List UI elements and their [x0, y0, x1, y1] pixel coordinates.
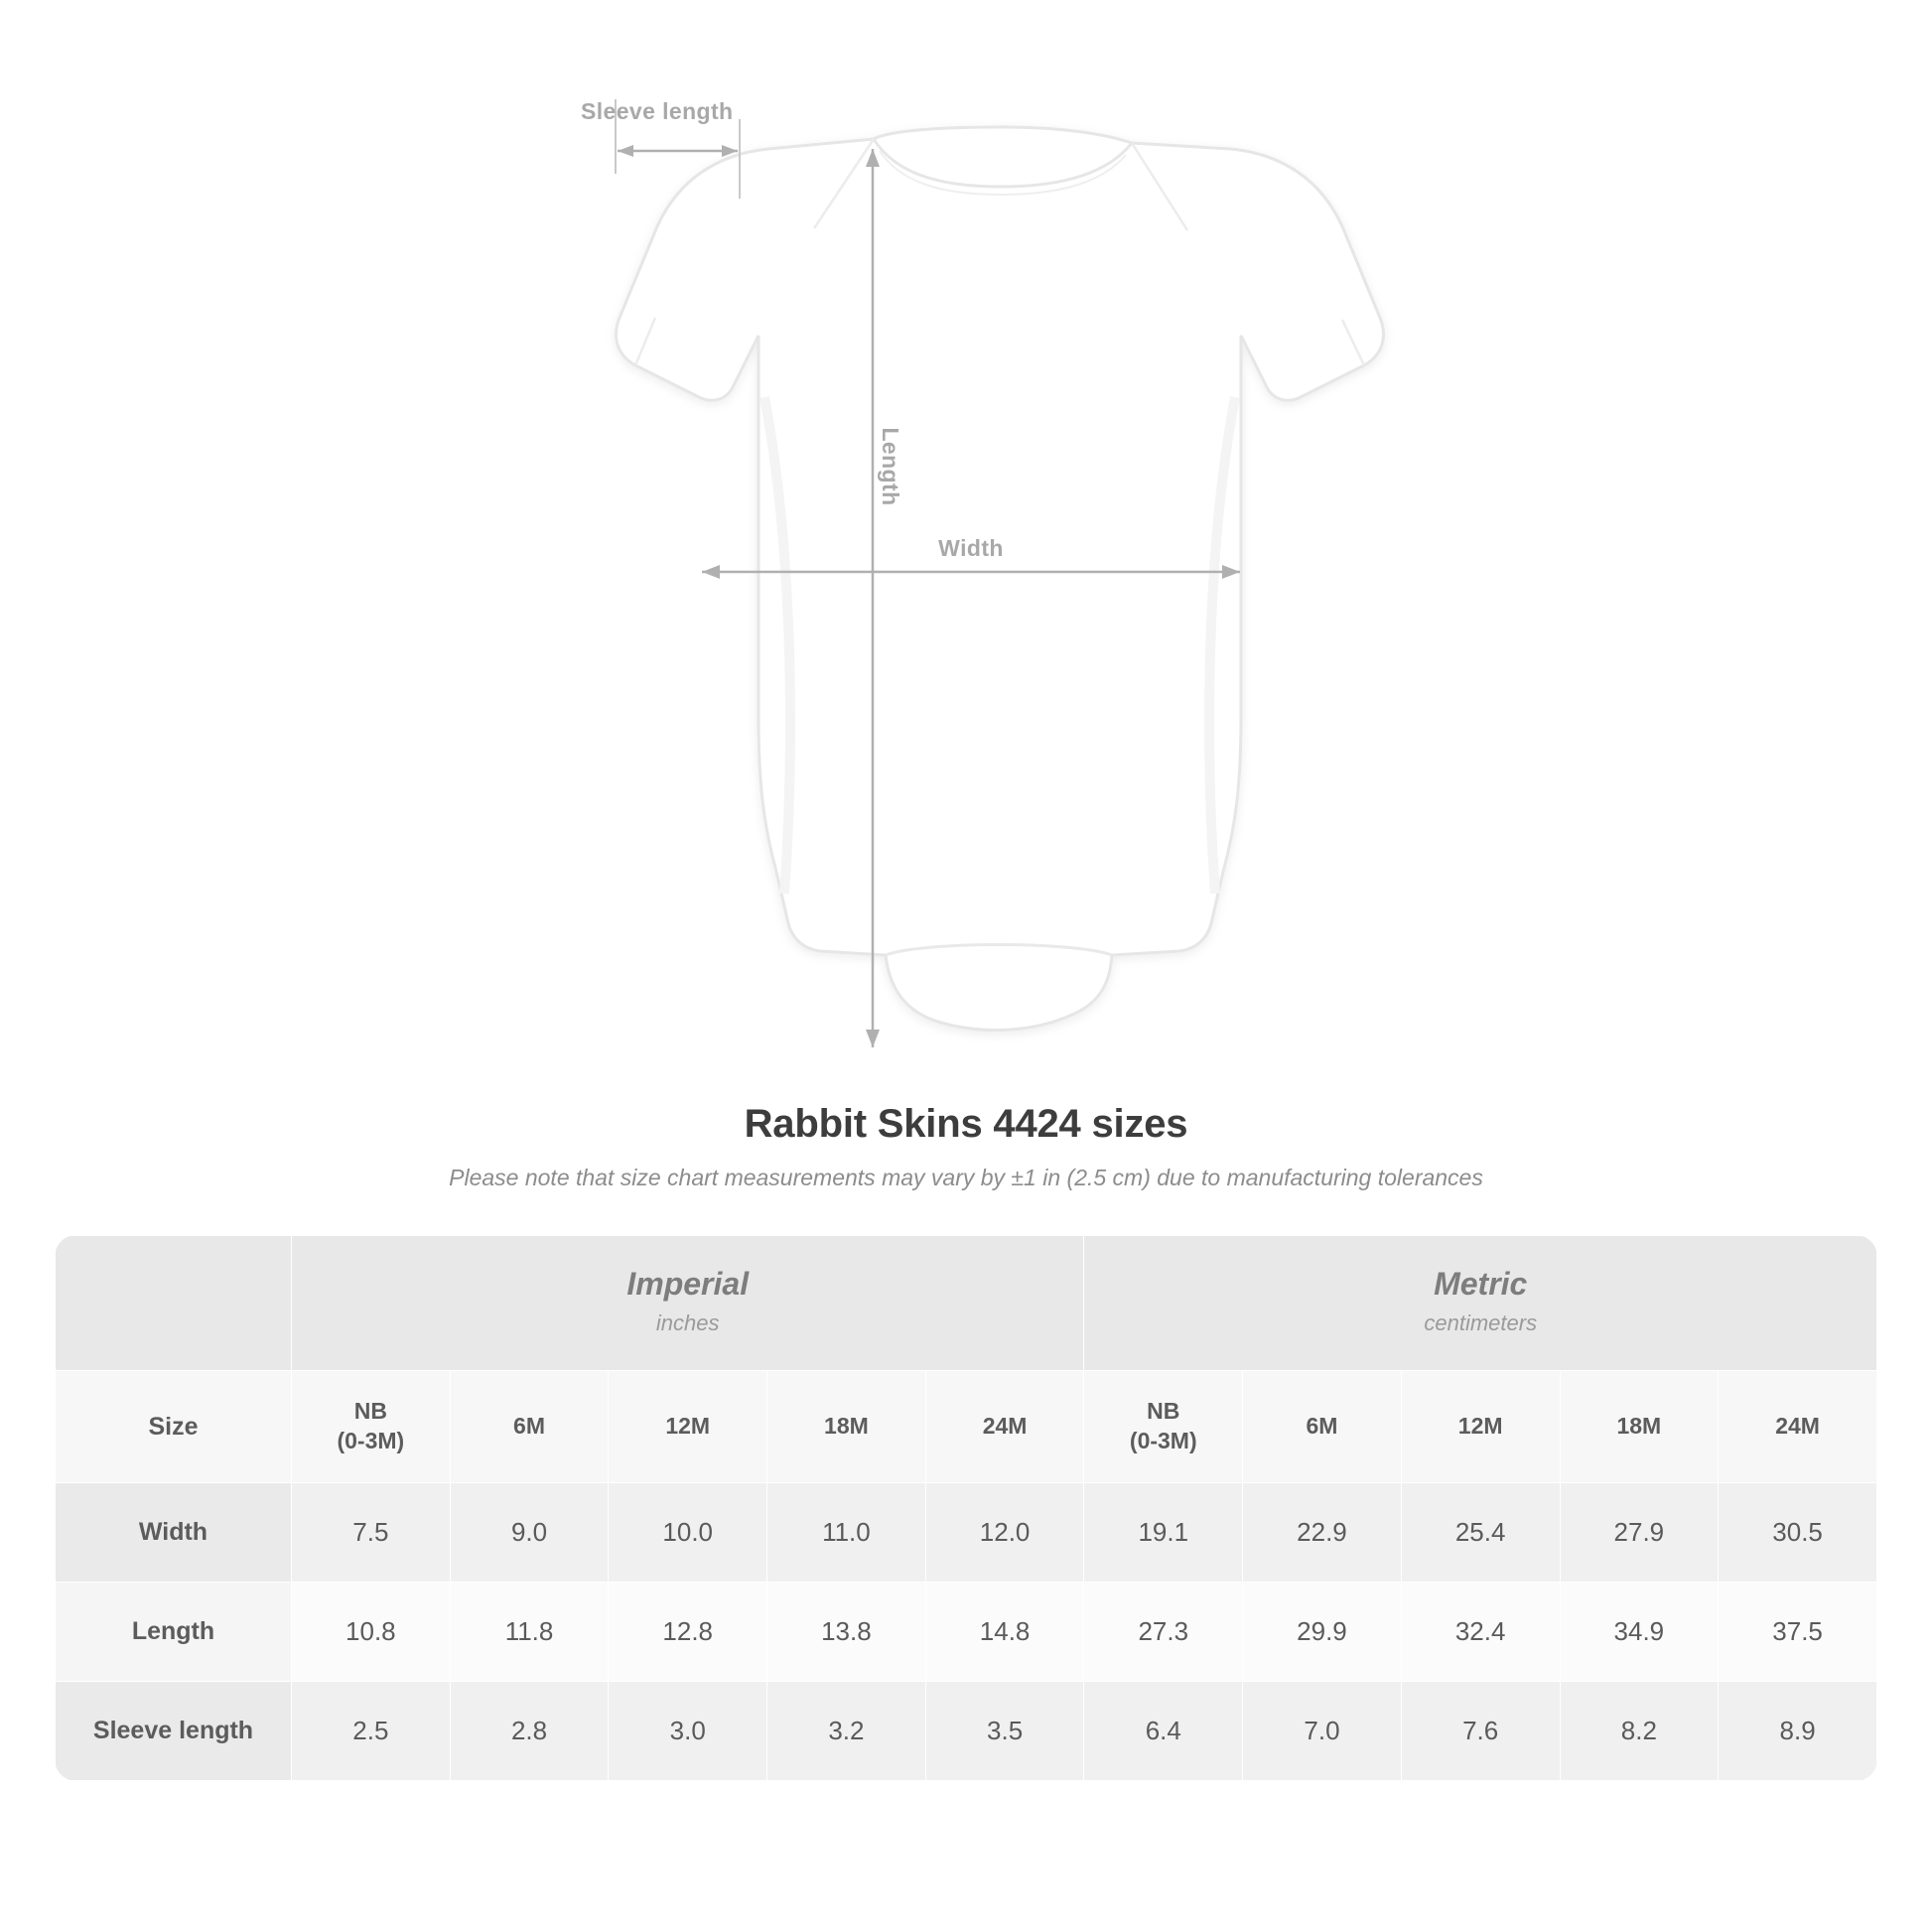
cell-sleeve-7: 7.6: [1401, 1681, 1560, 1780]
cell-length-9: 37.5: [1719, 1582, 1877, 1681]
cell-length-5: 27.3: [1084, 1582, 1243, 1681]
header-col-6: 6M: [1243, 1371, 1402, 1483]
unit-group-metric: [1084, 1236, 1877, 1371]
cell-width-0: 7.5: [292, 1482, 451, 1582]
cell-width-7: 25.4: [1401, 1482, 1560, 1582]
header-col-3: 18M: [767, 1371, 926, 1483]
header-col-7: 12M: [1401, 1371, 1560, 1483]
page-title: Rabbit Skins 4424 sizes: [744, 1102, 1188, 1146]
cell-sleeve-6: 7.0: [1243, 1681, 1402, 1780]
title-block: [0, 1102, 1932, 1191]
cell-width-5: 19.1: [1084, 1482, 1243, 1582]
unit-group-metric-name: Metric: [1434, 1266, 1528, 1302]
header-col-5-line1: NB: [1147, 1398, 1180, 1424]
header-col-0-line2: (0-3M): [337, 1427, 405, 1453]
cell-width-6: 22.9: [1243, 1482, 1402, 1582]
length-label: Length: [878, 427, 903, 506]
width-label: Width: [938, 535, 1004, 561]
unit-group-imperial-name: Imperial: [626, 1266, 750, 1302]
cell-length-7: 32.4: [1401, 1582, 1560, 1681]
cell-sleeve-0: 2.5: [292, 1681, 451, 1780]
cell-sleeve-4: 3.5: [925, 1681, 1084, 1780]
size-table-wrapper: [55, 1235, 1877, 1781]
row-label-sleeve-length: Sleeve length: [56, 1681, 292, 1780]
header-col-4: 24M: [925, 1371, 1084, 1483]
cell-length-0: 10.8: [292, 1582, 451, 1681]
cell-width-2: 10.0: [609, 1482, 767, 1582]
unit-group-metric-sub: centimeters: [1424, 1311, 1538, 1335]
header-col-2: 12M: [609, 1371, 767, 1483]
sleeve-length-label: Sleeve length: [581, 98, 734, 124]
header-col-5-line2: (0-3M): [1129, 1427, 1197, 1453]
table-row: [56, 1482, 1877, 1582]
cell-sleeve-8: 8.2: [1560, 1681, 1719, 1780]
measurement-note: Please note that size chart measurements may vary by ±1 in (2.5 cm) due to manufacturing tolerances: [449, 1165, 1483, 1190]
header-col-0-line1: NB: [353, 1398, 387, 1424]
header-col-5: [1084, 1371, 1243, 1483]
cell-sleeve-2: 3.0: [609, 1681, 767, 1780]
unit-group-imperial: [292, 1236, 1084, 1371]
cell-length-3: 13.8: [767, 1582, 926, 1681]
row-label-width: Width: [56, 1482, 292, 1582]
cell-length-8: 34.9: [1560, 1582, 1719, 1681]
cell-length-6: 29.9: [1243, 1582, 1402, 1681]
cell-length-2: 12.8: [609, 1582, 767, 1681]
row-label-length: Length: [56, 1582, 292, 1681]
table-header-row: [56, 1371, 1877, 1483]
header-col-9: 24M: [1719, 1371, 1877, 1483]
table-row: [56, 1582, 1877, 1681]
header-size-label: Size: [56, 1371, 292, 1483]
table-row: [56, 1681, 1877, 1780]
header-col-1: 6M: [450, 1371, 609, 1483]
size-table: [55, 1235, 1877, 1781]
cell-sleeve-3: 3.2: [767, 1681, 926, 1780]
cell-sleeve-1: 2.8: [450, 1681, 609, 1780]
header-col-0: [292, 1371, 451, 1483]
garment-body-shape: [617, 127, 1384, 1031]
header-col-8: 18M: [1560, 1371, 1719, 1483]
cell-length-4: 14.8: [925, 1582, 1084, 1681]
unit-group-imperial-sub: inches: [655, 1311, 720, 1335]
cell-width-4: 12.0: [925, 1482, 1084, 1582]
cell-sleeve-9: 8.9: [1719, 1681, 1877, 1780]
cell-width-3: 11.0: [767, 1482, 926, 1582]
cell-width-8: 27.9: [1560, 1482, 1719, 1582]
cell-width-9: 30.5: [1719, 1482, 1877, 1582]
unit-spacer-cell: [56, 1236, 292, 1371]
cell-sleeve-5: 6.4: [1084, 1681, 1243, 1780]
cell-length-1: 11.8: [450, 1582, 609, 1681]
unit-group-row: [56, 1236, 1877, 1371]
cell-width-1: 9.0: [450, 1482, 609, 1582]
